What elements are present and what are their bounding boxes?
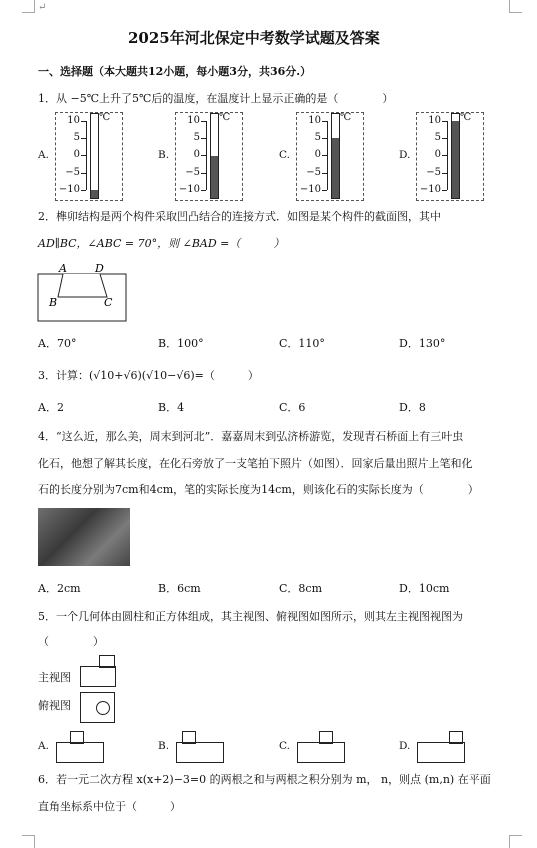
thermometer-mercury [452, 121, 459, 198]
q2-label-b: B [49, 296, 58, 309]
q2-label-c: C [104, 296, 113, 309]
thermometer-tick [322, 138, 327, 139]
thermometer-tick-label: 5 [434, 132, 441, 144]
q5-option-cube [176, 742, 224, 763]
thermometer-tick [81, 190, 86, 191]
q2-label-d: D [95, 262, 104, 275]
thermometer-tick [322, 190, 327, 191]
thermometer-tick-label: 10 [187, 115, 200, 126]
thermometer-tick [201, 138, 206, 139]
paragraph-mark: ↵ [38, 2, 47, 13]
thermometer-tick-label: −5 [306, 166, 321, 178]
q3-text: 3．计算：(√10+√6)(√10−√6)=（ ） [38, 369, 259, 382]
thermometer [175, 112, 243, 201]
thermometer-tick [442, 155, 447, 156]
thermometer-scale [202, 121, 207, 190]
q1-text: 1．从 −5℃上升了5℃后的温度，在温度计上显示正确的是（ ） [38, 92, 394, 105]
thermometer-tick [81, 173, 86, 174]
q5-top-view-circle [96, 701, 110, 715]
thermometer-tick-label: −10 [58, 183, 80, 195]
thermometer-tick-label: −10 [178, 183, 200, 195]
thermometer-tick [81, 155, 86, 156]
q5-option-cube [297, 742, 345, 763]
thermometer-mercury [91, 190, 98, 198]
corner-mark-bottom-right [509, 835, 522, 848]
thermometer-tick-label: 10 [308, 115, 321, 126]
thermometer-tick-label: 0 [193, 149, 200, 161]
thermometer-tick-label: −5 [185, 166, 200, 178]
q6-line2: 直角坐标系中位于（ ） [38, 800, 181, 813]
page-title: 2025年河北保定中考数学试题及答案 [128, 29, 380, 47]
section-heading: 一、选择题（本大题共12小题，每小题3分，共36分.） [38, 65, 312, 78]
thermometer-tick [442, 138, 447, 139]
fossil-photo [38, 508, 130, 566]
thermometer-tick-label: 0 [314, 149, 321, 161]
thermometer [55, 112, 123, 201]
thermometer-unit: ℃ [219, 112, 231, 123]
q3-option-c: C．6 [279, 401, 306, 414]
thermometer-scale [82, 121, 87, 190]
thermometer-tick [322, 121, 327, 122]
q3-option-b: B．4 [158, 401, 185, 414]
q5-option-cylinder [182, 731, 196, 744]
q2-figure [37, 262, 132, 324]
thermometer-tube [451, 113, 460, 199]
q5-option-cube [56, 742, 104, 763]
q2-label-a: A [59, 262, 67, 275]
thermometer-tick-label: 10 [67, 115, 80, 126]
q2-option-d: D．130° [399, 337, 446, 350]
q5-option-cube [417, 742, 465, 763]
corner-mark-top-left [22, 0, 35, 13]
thermometer-tick [322, 173, 327, 174]
q2-option-b: B．100° [158, 337, 204, 350]
corner-mark-top-right [509, 0, 522, 13]
q5-line1: 5．一个几何体由圆柱和正方体组成，其主视图、俯视图如图所示，则其左主视图视图为 [38, 610, 463, 623]
corner-mark-bottom-left [22, 835, 35, 848]
thermometer-unit: ℃ [99, 112, 111, 123]
q5-main-view-label: 主视图 [38, 671, 71, 684]
thermometer-tick-label: 10 [428, 115, 441, 126]
thermometer-tick-label: 5 [193, 132, 200, 144]
q4-option-b: B．6cm [158, 582, 201, 595]
thermometer [296, 112, 364, 201]
q4-option-d: D．10cm [399, 582, 450, 595]
q2-option-a: A．70° [38, 337, 77, 350]
q4-option-c: C．8cm [279, 582, 323, 595]
q6-line1: 6．若一元二次方程 x(x+2)−3=0 的两根之和与两根之积分别为 m， n，则点 (m,n) 在平面 [38, 773, 491, 786]
q4-option-a: A．2cm [38, 582, 81, 595]
thermometer-tick [322, 155, 327, 156]
thermometer-tick [81, 138, 86, 139]
thermometer-tick-label: 0 [73, 149, 80, 161]
q5-top-view-label: 俯视图 [38, 699, 71, 712]
thermometer-tick [442, 190, 447, 191]
q5-option-c: C. [279, 740, 290, 752]
thermometer-tick [442, 121, 447, 122]
thermometer-tick-label: 0 [434, 149, 441, 161]
thermometer-tick [442, 173, 447, 174]
q2-line1: 2．榫卯结构是两个构件采取凹凸结合的连接方式．如图是某个构件的截面图，其中 [38, 210, 441, 223]
q1-option-a: A. [38, 149, 49, 161]
q2-line2: AD∥BC，∠ABC = 70°，则 ∠BAD =（ ） [38, 237, 285, 250]
q1-option-b: B. [158, 149, 170, 161]
thermometer-tube [210, 113, 219, 199]
q5-option-cylinder [70, 731, 84, 744]
q5-line2: （ ） [38, 635, 104, 648]
q5-option-cylinder [319, 731, 333, 744]
thermometer-tick [201, 173, 206, 174]
thermometer-tick-label: −5 [426, 166, 441, 178]
q3-option-a: A．2 [38, 401, 64, 414]
thermometer-tube [90, 113, 99, 199]
thermometer-mercury [332, 138, 339, 198]
thermometer-tube [331, 113, 340, 199]
thermometer-unit: ℃ [340, 112, 352, 123]
q5-main-view-cube [80, 666, 116, 687]
q1-option-c: C. [279, 149, 290, 161]
q1-option-d: D. [399, 149, 411, 161]
thermometer-mercury [211, 156, 218, 199]
q2-option-c: C．110° [279, 337, 325, 350]
q4-line3: 石的长度分别为7cm和4cm，笔的实际长度为14cm，则该化石的实际长度为（ ） [38, 483, 479, 496]
thermometer [416, 112, 484, 201]
q5-option-b: B. [158, 740, 170, 752]
q5-option-cylinder [449, 731, 463, 744]
q5-option-d: D. [399, 740, 411, 752]
thermometer-tick [201, 190, 206, 191]
thermometer-scale [323, 121, 328, 190]
q4-line2: 化石，他想了解其长度，在化石旁放了一支笔拍下照片（如图）．回家后量出照片上笔和化 [38, 457, 473, 470]
thermometer-unit: ℃ [460, 112, 472, 123]
thermometer-tick-label: −10 [419, 183, 441, 195]
thermometer-tick [201, 121, 206, 122]
thermometer-tick [201, 155, 206, 156]
q4-line1: 4．“这么近，那么美，周末到河北”．嘉嘉周末到弘济桥游览，发现青石桥面上有三叶虫 [38, 430, 464, 443]
thermometer-tick-label: 5 [314, 132, 321, 144]
q5-option-a: A. [38, 740, 49, 752]
q3-option-d: D．8 [399, 401, 426, 414]
thermometer-scale [443, 121, 448, 190]
thermometer-tick-label: −5 [65, 166, 80, 178]
thermometer-tick-label: −10 [299, 183, 321, 195]
thermometer-tick-label: 5 [73, 132, 80, 144]
thermometer-tick [81, 121, 86, 122]
